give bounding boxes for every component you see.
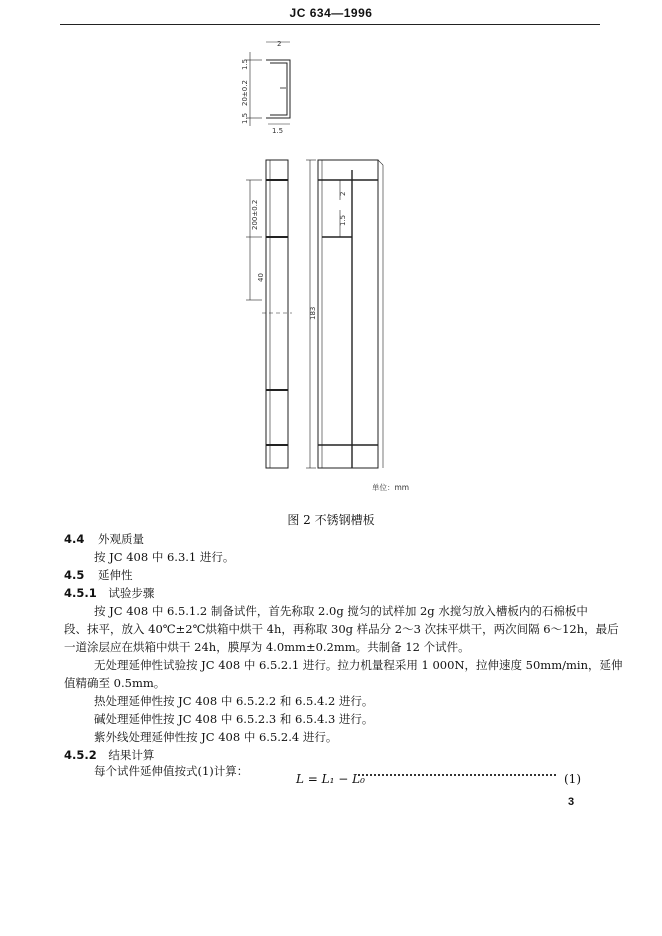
paragraph-line: 每个试件延伸值按式(1)计算： [94, 764, 249, 778]
trough-front-view [306, 160, 383, 468]
formula-leader-dots [358, 774, 556, 776]
dim-right-total: 183 [309, 306, 317, 320]
figure-caption: 图 2 不锈钢槽板 [287, 513, 375, 527]
dim-top-l1: 1.5 [241, 58, 249, 70]
dim-left-total: 200±0.2 [251, 199, 259, 230]
unit-note: 单位：mm [372, 483, 410, 492]
section-number: 4.4 [64, 532, 85, 546]
paragraph-line: 段、抹平，放入 40℃±2℃烘箱中烘干 4h，再称取 30g 样品分 2～3 次抹平烘干，两次间隔 6～12h，最后 [64, 622, 619, 636]
formula-1 [296, 772, 585, 786]
paragraph-line: 热处理延伸性按 JC 408 中 6.5.2.2 和 6.5.4.2 进行。 [94, 694, 374, 708]
paragraph-line: 一道涂层应在烘箱中烘干 24h，膜厚为 4.0mm±0.2mm。共制备 12 个试件。 [64, 640, 470, 654]
paragraph-line: 值精确至 0.5mm。 [64, 676, 166, 690]
dim-top-l2: 1.5 [241, 112, 249, 124]
trough-cross-section [246, 42, 290, 126]
dim-top-small: 2 [277, 40, 282, 48]
paragraph-line: 碱处理延伸性按 JC 408 中 6.5.2.3 和 6.5.4.3 进行。 [94, 712, 374, 726]
section-title: 结果计算 [108, 748, 155, 762]
section-title: 延伸性 [98, 568, 133, 582]
page-number: 3 [568, 796, 575, 808]
formula-number: (1) [564, 772, 581, 786]
section-4-5-2-heading [64, 747, 154, 763]
dim-top-mid: 20±0.2 [241, 80, 249, 106]
section-number: 4.5.1 [64, 586, 97, 600]
dim-top-bottom: 1.5 [272, 127, 284, 135]
paragraph-line: 紫外线处理延伸性按 JC 408 中 6.5.2.4 进行。 [94, 730, 338, 744]
dim-right-small: 2 [339, 191, 347, 196]
section-number: 4.5 [64, 568, 85, 582]
dim-right-l: 1.5 [339, 214, 347, 226]
section-4-5-1-heading [64, 585, 154, 601]
section-4-4-heading [64, 531, 144, 547]
formula-expression: L = L₁ − L₀ [296, 772, 365, 786]
section-title: 试验步骤 [108, 586, 155, 600]
section-title: 外观质量 [98, 532, 145, 546]
section-number: 4.5.2 [64, 748, 97, 762]
paragraph-line: 按 JC 408 中 6.5.1.2 制备试件，首先称取 2.0g 搅匀的试样加 2g 水搅匀放入槽板内的石棉板中 [94, 604, 588, 618]
section-4-5-heading [64, 567, 133, 583]
section-4-4-body: 按 JC 408 中 6.3.1 进行。 [94, 550, 235, 564]
standard-header: JC 634—1996 [289, 6, 373, 20]
dim-left-seg: 40 [257, 273, 265, 282]
paragraph-line: 无处理延伸性试验按 JC 408 中 6.5.2.1 进行。拉力机量程采用 1 000N，拉伸速度 50mm/min，延伸 [94, 658, 623, 672]
